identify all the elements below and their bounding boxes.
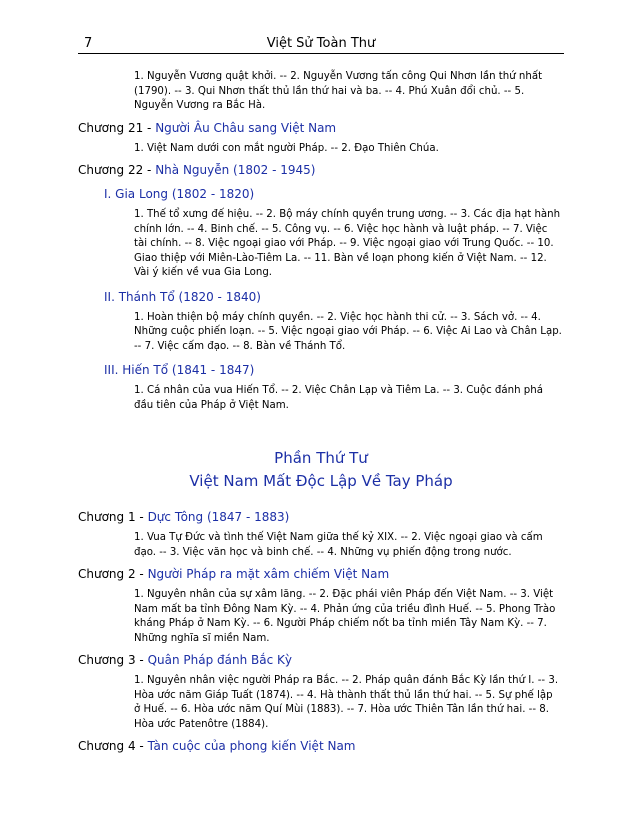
chapter-20-summary: 1. Nguyễn Vương quật khởi. -- 2. Nguyễn Vương tấn công Qui Nhơn lần thứ nhất (1790). -- 3. Qui Nhơn thất thủ lần thứ hai và ba. -- 4. Phú Xuân đổi chủ. -- 5. Nguyễn Vương ra Bắc Hà. bbox=[134, 71, 543, 111]
reign-summary-thanh-to: 1. Hoàn thiện bộ máy chính quyền. -- 2. Việc học hành thi cử. -- 3. Sách vở. -- 4. Những cuộc phiến loạn. -- 5. Việc ngoại giao với Pháp. -- 6. Việc Ai Lao và Chân Lạp. -- 7. Việc cấm đạo. -- 8. Bàn về Thánh Tổ. bbox=[134, 311, 562, 352]
chapter-21-heading[interactable] bbox=[78, 120, 564, 136]
header-rule bbox=[78, 53, 564, 54]
chapter-label: Chương 3 - bbox=[78, 653, 148, 667]
part4-chapter-4-heading[interactable] bbox=[78, 738, 564, 754]
book-title: Việt Sử Toàn Thư bbox=[266, 36, 376, 51]
chapter-title-link[interactable]: Tàn cuộc của phong kiến Việt Nam bbox=[147, 739, 356, 753]
chapter-21-summary: 1. Việt Nam dưới con mắt người Pháp. -- 2. Đạo Thiên Chúa. bbox=[134, 142, 439, 154]
chapter-22-heading[interactable] bbox=[78, 162, 564, 178]
part4-chapter-1-heading[interactable] bbox=[78, 509, 564, 525]
part4-chapter-3-summary: 1. Nguyên nhân việc người Pháp ra Bắc. -- 2. Pháp quân đánh Bắc Kỳ lần thứ I. -- 3. Hòa ước năm Giáp Tuất (1874). -- 4. Hà thành thất thủ lần thứ hai. -- 5. Sự phế lập ở Huế. -- 6. Hòa ước năm Quí Mùi (1883). -- 7. Hòa ước Thiên Tân lần thứ hai. -- 8. Hòa ước Patenôtre (1884). bbox=[134, 675, 559, 730]
reign-heading-hien-to[interactable]: III. Hiến Tổ (1841 - 1847) bbox=[104, 363, 255, 377]
table-of-contents bbox=[78, 70, 564, 760]
page-number: 7 bbox=[84, 36, 93, 51]
chapter-title-link[interactable]: Người Âu Châu sang Việt Nam bbox=[155, 120, 337, 135]
reign-heading-gia-long[interactable]: I. Gia Long (1802 - 1820) bbox=[104, 187, 255, 201]
page-header bbox=[78, 36, 564, 54]
chapter-label: Chương 2 - bbox=[78, 567, 148, 581]
chapter-title-link[interactable]: Dực Tông (1847 - 1883) bbox=[147, 510, 290, 524]
chapter-label: Chương 22 - bbox=[78, 163, 156, 177]
part-subtitle: Việt Nam Mất Độc Lập Về Tay Pháp bbox=[189, 472, 453, 490]
chapter-label: Chương 4 - bbox=[78, 739, 148, 753]
part4-chapter-1-summary: 1. Vua Tự Đức và tình thế Việt Nam giữa thế kỷ XIX. -- 2. Việc ngoại giao và cấm đạo. -- 3. Việc văn học và binh chế. -- 4. Những vụ phiến động trong nước. bbox=[134, 532, 543, 558]
reign-summary-gia-long: 1. Thế tổ xưng đế hiệu. -- 2. Bộ máy chính quyền trung ương. -- 3. Các địa hạt hành chính lớn. -- 4. Binh chế. -- 5. Công vụ. -- 6. Việc học hành và luật pháp. -- 7. Việc tài chính. -- 8. Việc ngoại giao với Pháp. -- 9. Việc ngoại giao với Trung Quốc. -- 10. Giao thiệp với Miên-Lào-Tiêm La. -- 11. Bàn về loạn phong kiến ở Việt Nam. -- 12. Vài ý kiến về vua Gia Long. bbox=[134, 209, 561, 278]
chapter-title-link[interactable]: Quân Pháp đánh Bắc Kỳ bbox=[147, 653, 292, 667]
part-4-heading bbox=[78, 449, 564, 491]
part-title: Phần Thứ Tư bbox=[274, 449, 368, 467]
chapter-title-link[interactable]: Người Pháp ra mặt xâm chiếm Việt Nam bbox=[147, 567, 390, 581]
chapter-label: Chương 1 - bbox=[78, 510, 148, 524]
chapter-label: Chương 21 - bbox=[78, 120, 156, 135]
reign-heading-thanh-to[interactable]: II. Thánh Tổ (1820 - 1840) bbox=[104, 289, 261, 304]
reign-summary-hien-to: 1. Cá nhân của vua Hiến Tổ. -- 2. Việc Chân Lạp và Tiêm La. -- 3. Cuộc đánh phá đầu tiên của Pháp ở Việt Nam. bbox=[134, 385, 543, 411]
chapter-title-link[interactable]: Nhà Nguyễn (1802 - 1945) bbox=[155, 163, 316, 177]
part4-chapter-3-heading[interactable] bbox=[78, 652, 564, 668]
part4-chapter-2-summary: 1. Nguyên nhân của sự xâm lăng. -- 2. Đặc phái viên Pháp đến Việt Nam. -- 3. Việt Nam mất ba tỉnh Đông Nam Kỳ. -- 4. Phản ứng của triều đình Huế. -- 5. Phong Trào kháng Pháp ở Nam Kỳ. -- 6. Người Pháp chiếm nốt ba tỉnh miền Tây Nam Kỳ. -- 7. Những nghĩa sĩ miền Nam. bbox=[134, 589, 556, 644]
part4-chapter-2-heading[interactable] bbox=[78, 566, 564, 582]
